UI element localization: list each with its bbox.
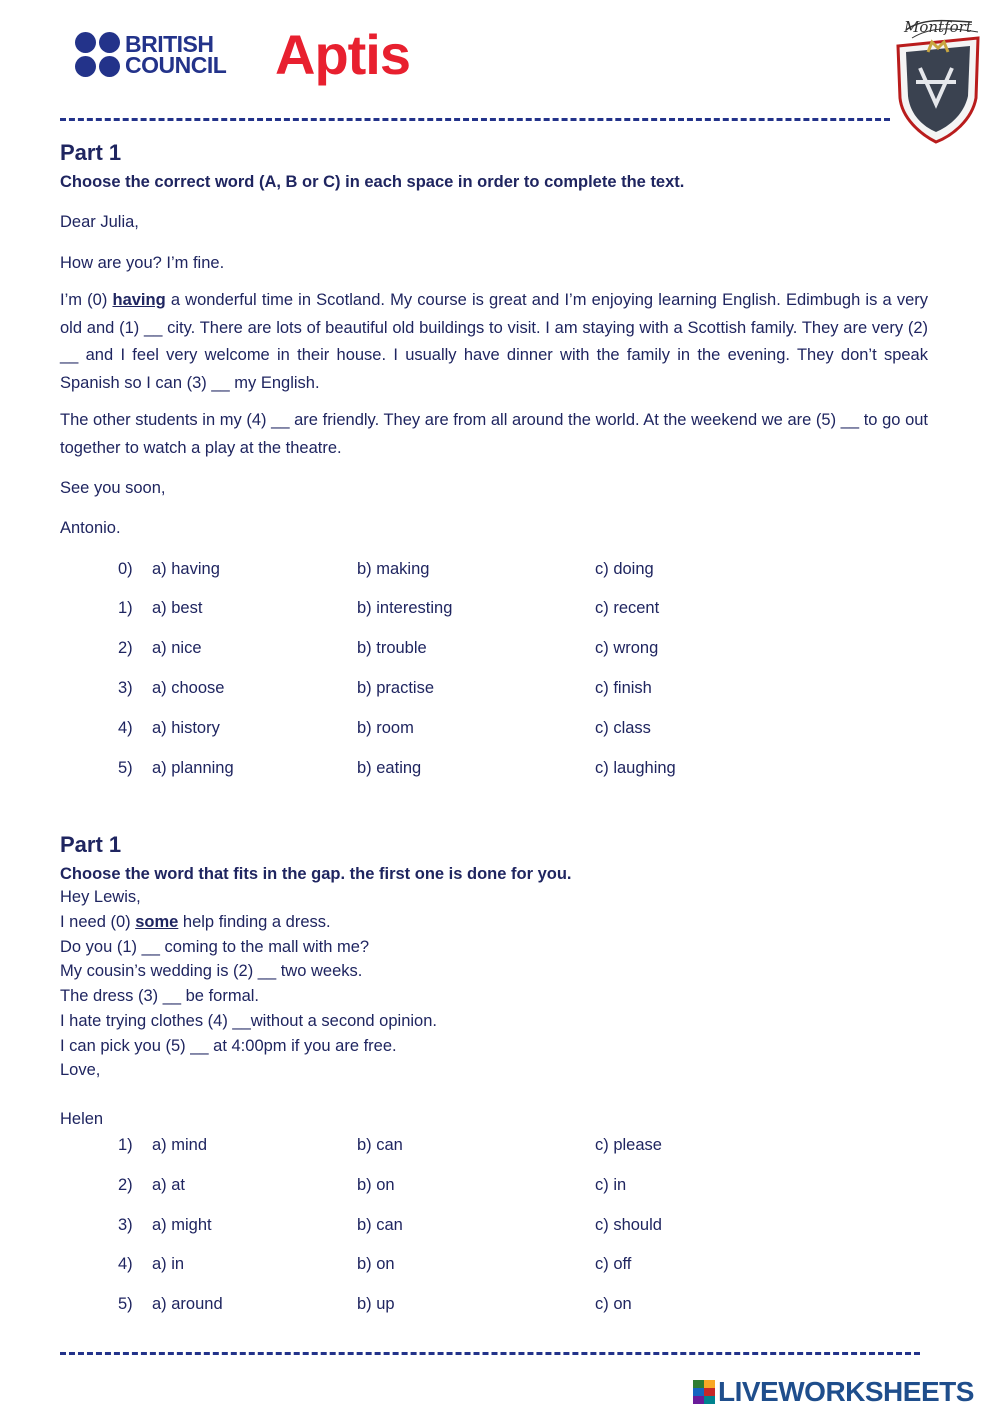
option-c[interactable]: c) on — [595, 1295, 632, 1313]
option-number: 3) — [118, 679, 133, 697]
option-b[interactable]: b) up — [357, 1295, 395, 1313]
option-a[interactable]: a) having — [152, 560, 220, 578]
option-number: 0) — [118, 560, 133, 578]
section2-line2: Do you (1) __ coming to the mall with me? — [60, 938, 370, 956]
option-a[interactable]: a) in — [152, 1255, 185, 1273]
option-c[interactable]: c) please — [595, 1136, 662, 1154]
option-a[interactable]: a) choose — [152, 679, 225, 697]
option-c[interactable]: c) wrong — [595, 639, 659, 657]
option-b[interactable]: b) eating — [357, 759, 422, 777]
aptis-logo: Aptis — [275, 23, 410, 86]
section2-closing: Love, — [60, 1061, 101, 1079]
section1-instruction: Choose the correct word (A, B or C) in each space in order to complete the text. — [60, 173, 685, 191]
option-a[interactable]: a) nice — [152, 639, 202, 657]
option-number: 1) — [118, 1136, 133, 1154]
section1-greeting: Dear Julia, — [60, 213, 139, 231]
section1-example-answer: having — [112, 291, 166, 309]
british-council-dots-icon — [75, 32, 121, 78]
option-b[interactable]: b) making — [357, 560, 430, 578]
section2-line5: I hate trying clothes (4) __without a second opinion. — [60, 1012, 437, 1030]
option-number: 5) — [118, 1295, 133, 1313]
section2-signature: Helen — [60, 1110, 104, 1128]
option-b[interactable]: b) practise — [357, 679, 435, 697]
bottom-dashed-divider — [60, 1352, 920, 1355]
option-c[interactable]: c) recent — [595, 599, 660, 617]
option-b[interactable]: b) on — [357, 1176, 395, 1194]
section1-closing: See you soon, — [60, 479, 166, 497]
section2-example-answer: some — [135, 913, 179, 931]
option-b[interactable]: b) on — [357, 1255, 395, 1273]
british-council-wordmark: BRITISH COUNCIL — [125, 31, 227, 78]
option-b[interactable]: b) room — [357, 719, 414, 737]
montfort-crest-icon — [892, 8, 984, 146]
option-a[interactable]: a) around — [152, 1295, 223, 1313]
option-number: 1) — [118, 599, 133, 617]
british-council-logo — [75, 32, 226, 78]
section1-line1: How are you? I’m fine. — [60, 254, 225, 272]
option-c[interactable]: c) doing — [595, 560, 654, 578]
option-number: 4) — [118, 1255, 133, 1273]
section1-paragraph1: I’m (0) having a wonderful time in Scotland. My course is great and I’m enjoying learning English. Edimbugh is a very old and (1) __ city. There are lots of beautiful old buildings to visit. I am staying with a Scottish family. They are very (2) __ and I feel very welcome in their house. I usually have dinner with the family in the evening. They don’t speak Spanish so I can (3) __ my English. — [60, 291, 928, 392]
option-a[interactable]: a) history — [152, 719, 220, 737]
section1-signature: Antonio. — [60, 519, 121, 537]
section2-line4: The dress (3) __ be formal. — [60, 987, 259, 1005]
option-c[interactable]: c) class — [595, 719, 651, 737]
liveworksheets-wordmark: LIVEWORKSHEETS — [718, 1376, 974, 1407]
option-number: 3) — [118, 1216, 133, 1234]
option-b[interactable]: b) trouble — [357, 639, 427, 657]
crest-signature: Montfort — [904, 18, 972, 36]
option-a[interactable]: a) best — [152, 599, 203, 617]
option-b[interactable]: b) can — [357, 1136, 403, 1154]
option-number: 5) — [118, 759, 133, 777]
section2-greeting: Hey Lewis, — [60, 888, 141, 906]
option-c[interactable]: c) off — [595, 1255, 632, 1273]
option-c[interactable]: c) finish — [595, 679, 652, 697]
option-number: 2) — [118, 639, 133, 657]
top-dashed-divider — [60, 118, 890, 121]
section2-line3: My cousin’s wedding is (2) __ two weeks. — [60, 962, 363, 980]
section2-title: Part 1 — [60, 832, 122, 857]
section1-title: Part 1 — [60, 140, 122, 165]
option-b[interactable]: b) interesting — [357, 599, 453, 617]
option-a[interactable]: a) might — [152, 1216, 212, 1234]
option-c[interactable]: c) in — [595, 1176, 627, 1194]
option-a[interactable]: a) at — [152, 1176, 186, 1194]
option-a[interactable]: a) planning — [152, 759, 234, 777]
option-a[interactable]: a) mind — [152, 1136, 208, 1154]
section2-line1: I need (0) some help finding a dress. — [60, 913, 331, 931]
option-c[interactable]: c) should — [595, 1216, 662, 1234]
section1-paragraph2: The other students in my (4) __ are friendly. They are from all around the world. At the weekend we are (5) __ to go out together to watch a play at the theatre. — [60, 411, 928, 457]
option-c[interactable]: c) laughing — [595, 759, 676, 777]
option-number: 4) — [118, 719, 133, 737]
option-number: 2) — [118, 1176, 133, 1194]
section2-line6: I can pick you (5) __ at 4:00pm if you are free. — [60, 1037, 397, 1055]
section2-instruction: Choose the word that fits in the gap. the first one is done for you. — [60, 865, 572, 883]
option-b[interactable]: b) can — [357, 1216, 403, 1234]
liveworksheets-logo — [693, 1376, 974, 1408]
liveworksheets-mark-icon — [693, 1380, 715, 1404]
